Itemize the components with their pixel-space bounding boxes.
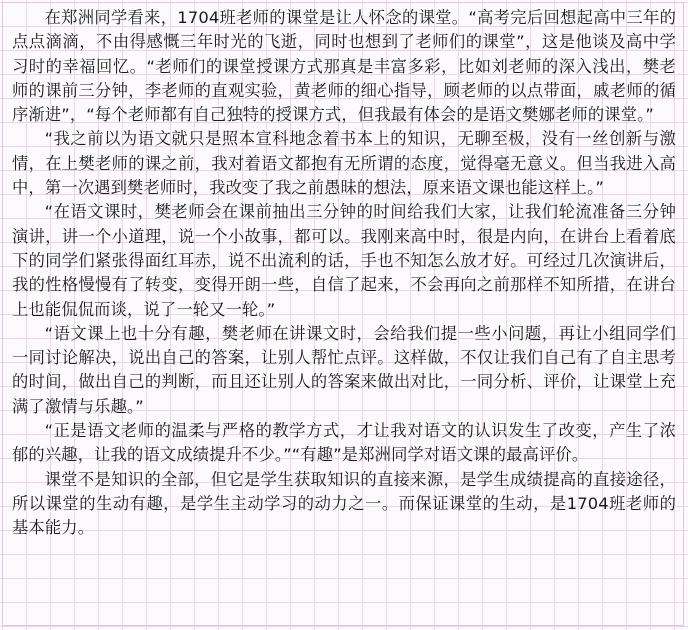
paragraph-conclusion: 课堂不是知识的全部，但它是学生获取知识的直接来源，是学生成绩提高的直接途径，所以课堂的生动有趣，是学生主动学习的动力之一。而保证课堂的生动，是1704班老师的基本能力。 — [12, 469, 676, 538]
article-body — [12, 6, 676, 541]
paragraph-quote-three-minute-speech: “在语文课时，樊老师会在课前抽出三分钟的时间给我们大家，让我们轮流准备三分钟演讲，讲一个小道理，说一个小故事，都可以。我刚来高中时，很是内向，在讲台上看着底下的同学们紧张得面红耳赤，说不出流利的话，手也不知怎么放才好。可经过几次演讲后，我的性格慢慢有了转变，变得开朗一些，自信了起来，不会再向之前那样不知所措，在讲台上也能侃侃而谈，说了一轮又一轮。” — [12, 202, 676, 319]
paragraph-intro: 在郑洲同学看来，1704班老师的课堂是让人怀念的课堂。“高考完后回想起高中三年的点点滴滴，不由得感慨三年时光的飞逝，同时也想到了老师们的课堂”，这是他谈及高中学习时的幸福回忆。“老师们的课堂授课方式那真是丰富多彩，比如刘老师的深入浅出，樊老师的课前三分钟，李老师的直观实验，黄老师的细心指导，顾老师的以点带面，戚老师的循序渐进”，“每个老师都有自己独特的授课方式，但我最有体会的是语文樊娜老师的课堂。” — [12, 8, 676, 125]
paragraph-quote-teaching-style: “正是语文老师的温柔与严格的教学方式，才让我对语文的认识发生了改变，产生了浓郁的兴趣，让我的语文成绩提升不少。”“有趣”是郑洲同学对语文课的最高评价。 — [12, 421, 676, 465]
paragraph-quote-group-discussion: “语文课上也十分有趣，樊老师在讲课文时，会给我们提一些小问题，再让小组同学们一同讨论解决，说出自己的答案，让别人帮忙点评。这样做，不仅让我们自己有了自主思考的时间，做出自己的判断，而且还让别人的答案来做出对比，一同分析、评价，让课堂上充满了激情与乐趣。” — [12, 323, 676, 416]
paragraph-quote-chinese-class-before: “我之前以为语文就只是照本宣科地念着书本上的知识，无聊至极，没有一丝创新与激情，在上樊老师的课之前，我对着语文都抱有无所谓的态度，觉得毫无意义。但当我进入高中，第一次遇到樊老师时，我改变了我之前愚昧的想法，原来语文课也能这样上。” — [12, 129, 676, 198]
